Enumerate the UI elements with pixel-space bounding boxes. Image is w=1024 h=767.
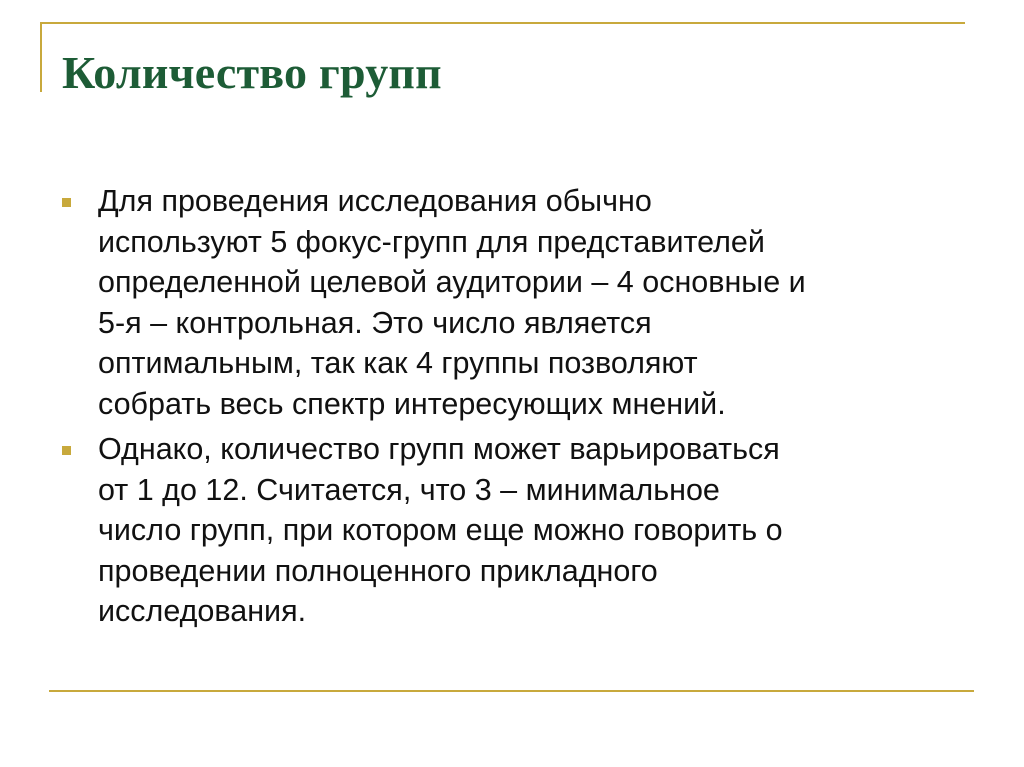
square-bullet-icon xyxy=(62,198,71,207)
bullet-text: Однако, количество групп может варьироваться от 1 до 12. Считается, что 3 – минимальное число групп, при котором еще можно говорить о проведении полноценного прикладного исследования. xyxy=(98,432,783,628)
bullet-text: Для проведения исследования обычно используют 5 фокус-групп для представителей определенной целевой аудитории – 4 основные и 5-я – контрольная. Это число является оптимальным, так как 4 группы позволяют собрать весь спектр интересующих мнений. xyxy=(98,184,806,421)
bullet-list xyxy=(62,181,962,637)
square-bullet-icon xyxy=(62,446,71,455)
bullet-item xyxy=(62,429,962,632)
top-divider xyxy=(40,22,965,24)
left-divider xyxy=(40,22,42,92)
bottom-divider xyxy=(49,690,974,692)
bullet-item xyxy=(62,181,962,424)
slide-title: Количество групп xyxy=(62,47,442,98)
